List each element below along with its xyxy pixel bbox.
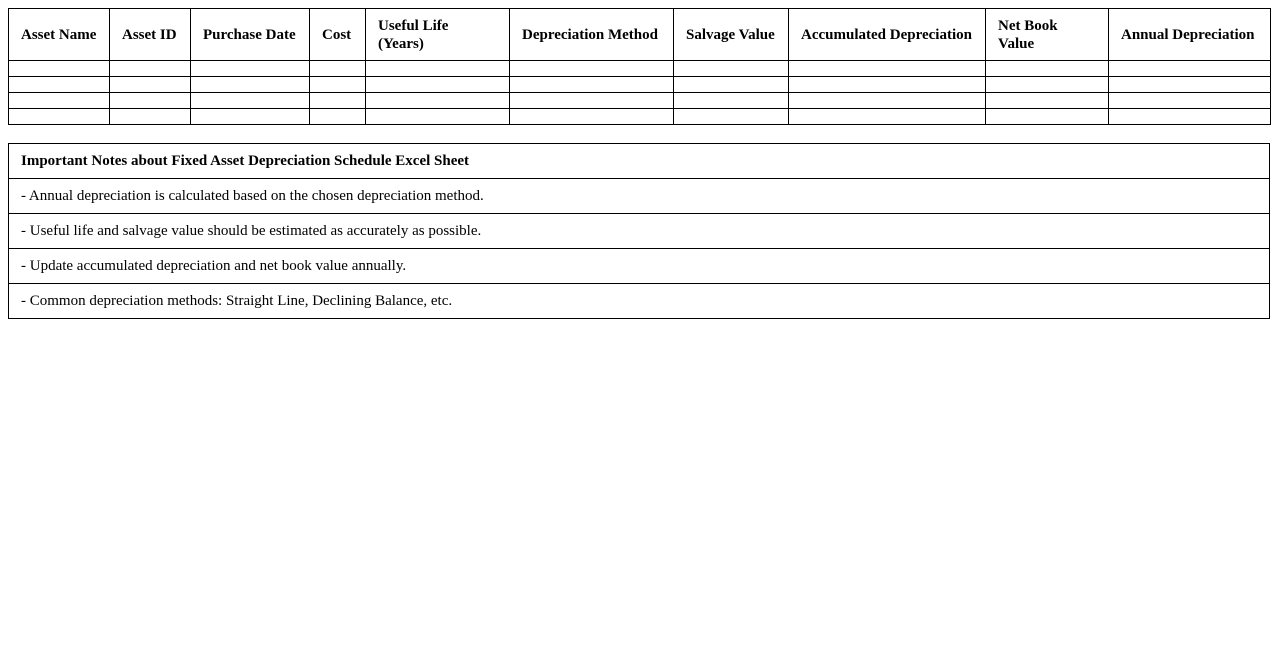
header-purchase-date: Purchase Date [191,9,310,61]
table-cell[interactable] [110,61,191,77]
table-cell[interactable] [674,93,789,109]
table-cell[interactable] [789,93,986,109]
table-cell[interactable] [110,93,191,109]
table-header-row [9,9,1271,61]
table-cell[interactable] [310,61,366,77]
table-cell[interactable] [986,93,1109,109]
header-asset-name: Asset Name [9,9,110,61]
notes-title: Important Notes about Fixed Asset Depreciation Schedule Excel Sheet [9,144,1270,179]
table-row [9,77,1271,93]
note-item: - Common depreciation methods: Straight Line, Declining Balance, etc. [9,284,1270,319]
table-cell[interactable] [310,93,366,109]
notes-title-row [9,144,1270,179]
table-cell[interactable] [986,61,1109,77]
table-cell[interactable] [789,61,986,77]
table-cell[interactable] [9,77,110,93]
table-cell[interactable] [674,61,789,77]
note-row [9,179,1270,214]
note-item: - Useful life and salvage value should be estimated as accurately as possible. [9,214,1270,249]
table-cell[interactable] [674,77,789,93]
table-row [9,109,1271,125]
note-row [9,214,1270,249]
header-cost: Cost [310,9,366,61]
table-cell[interactable] [986,77,1109,93]
table-cell[interactable] [1109,61,1271,77]
table-row [9,61,1271,77]
table-cell[interactable] [191,77,310,93]
table-cell[interactable] [310,77,366,93]
table-cell[interactable] [510,77,674,93]
header-depreciation-method: Depreciation Method [510,9,674,61]
header-salvage-value: Salvage Value [674,9,789,61]
table-cell[interactable] [789,77,986,93]
table-cell[interactable] [110,77,191,93]
table-cell[interactable] [366,77,510,93]
header-annual-depreciation: Annual Depreciation [1109,9,1271,61]
table-cell[interactable] [366,61,510,77]
notes-table [8,143,1270,319]
document [8,8,1270,319]
depreciation-schedule-table [8,8,1271,125]
header-useful-life: Useful Life (Years) [366,9,510,61]
header-accumulated-depreciation: Accumulated Depreciation [789,9,986,61]
table-cell[interactable] [1109,109,1271,125]
table-cell[interactable] [674,109,789,125]
table-cell[interactable] [310,109,366,125]
table-cell[interactable] [110,109,191,125]
table-cell[interactable] [191,109,310,125]
table-cell[interactable] [1109,93,1271,109]
table-cell[interactable] [510,93,674,109]
table-cell[interactable] [510,61,674,77]
table-cell[interactable] [789,109,986,125]
table-cell[interactable] [986,109,1109,125]
table-cell[interactable] [191,93,310,109]
table-cell[interactable] [366,109,510,125]
table-cell[interactable] [9,109,110,125]
note-row [9,284,1270,319]
note-item: - Update accumulated depreciation and net book value annually. [9,249,1270,284]
table-cell[interactable] [9,61,110,77]
note-row [9,249,1270,284]
header-net-book-value: Net Book Value [986,9,1109,61]
table-cell[interactable] [191,61,310,77]
table-row [9,93,1271,109]
table-cell[interactable] [510,109,674,125]
table-cell[interactable] [9,93,110,109]
table-cell[interactable] [1109,77,1271,93]
note-item: - Annual depreciation is calculated based on the chosen depreciation method. [9,179,1270,214]
header-asset-id: Asset ID [110,9,191,61]
table-cell[interactable] [366,93,510,109]
